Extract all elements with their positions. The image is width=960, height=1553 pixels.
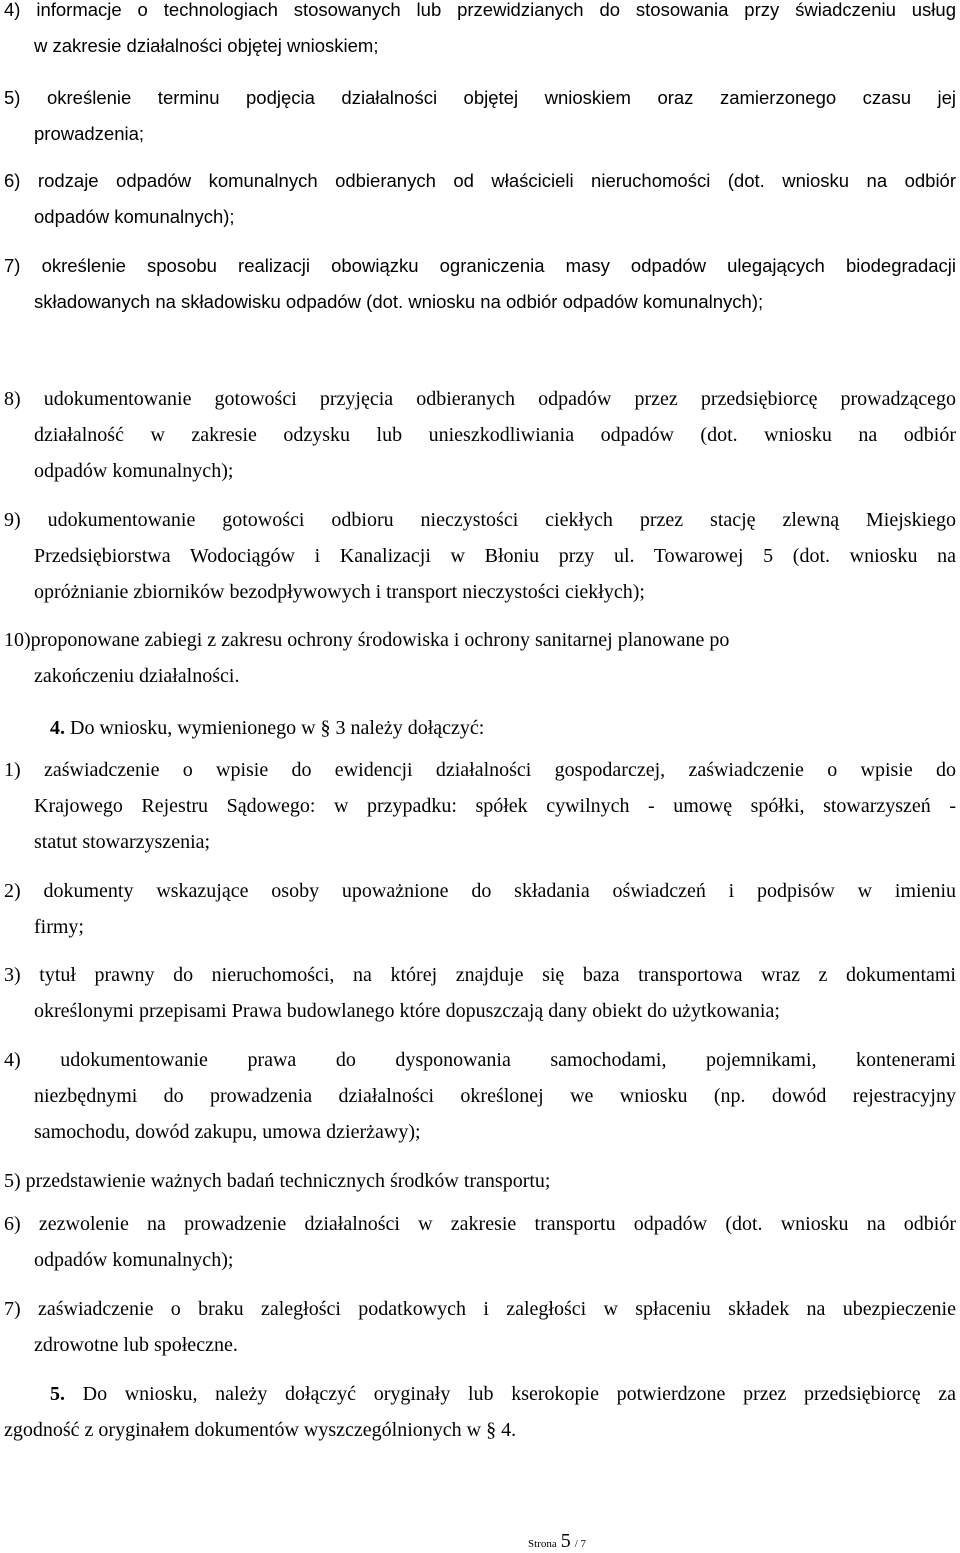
- attachment-item-1: [4, 752, 956, 860]
- item-text: prowadzenia;: [34, 123, 145, 144]
- item-text: dokumenty wskazujące osoby upoważnione do składania oświadczeń i podpisów w imieniu: [43, 880, 957, 902]
- item-text: określonymi przepisami Prawa budowlanego które dopuszczają dany obiekt do użytkowania;: [34, 1000, 780, 1022]
- item-number: 6): [4, 1213, 21, 1235]
- item-number: 2): [4, 880, 21, 902]
- item-number: 4): [4, 0, 21, 20]
- item-text: informacje o technologiach stosowanych lub przewidzianych do stosowania przy świadczeniu usług: [36, 0, 956, 20]
- item-text: proponowane zabiegi z zakresu ochrony środowiska i ochrony sanitarnej planowane po: [30, 629, 730, 651]
- section-number: 5.: [50, 1383, 65, 1405]
- item-text: udokumentowanie prawa do dysponowania samochodami, pojemnikami, kontenerami: [60, 1049, 956, 1071]
- attachment-item-4: [4, 1042, 956, 1150]
- item-text: zaświadczenie o braku zaległości podatkowych i zaległości w spłaceniu składek na ubezpieczenie: [38, 1298, 956, 1320]
- item-text: niezbędnymi do prowadzenia działalności określonej we wniosku (np. dowód rejestracyjny: [34, 1085, 956, 1107]
- page-total: / 7: [574, 1538, 587, 1550]
- item-text: działalność w zakresie odzysku lub unieszkodliwiania odpadów (dot. wniosku na odbiór: [34, 424, 956, 446]
- item-number: 6): [4, 170, 21, 191]
- item-text: zdrowotne lub społeczne.: [34, 1334, 238, 1356]
- attachment-item-3: [4, 957, 956, 1029]
- item-text: odpadów komunalnych);: [34, 1249, 234, 1271]
- item-text: odpadów komunalnych);: [34, 206, 235, 227]
- attachment-item-5: [4, 1163, 956, 1199]
- list-item-10: [4, 622, 956, 694]
- item-text: zezwolenie na prowadzenie działalności w zakresie transportu odpadów (dot. wniosku na odbiór: [38, 1213, 957, 1235]
- item-number: 7): [4, 1298, 21, 1320]
- list-item-5: [4, 80, 956, 152]
- section-text: Do wniosku, wymienionego w § 3 należy dołączyć:: [70, 717, 485, 739]
- item-number: 5): [4, 1170, 21, 1192]
- list-item-4: [4, 0, 956, 64]
- item-text: w zakresie działalności objętej wnioskiem;: [34, 35, 379, 56]
- item-text: samochodu, dowód zakupu, umowa dzierżawy);: [34, 1121, 421, 1143]
- item-text: tytuł prawny do nieruchomości, na której znajduje się baza transportowa wraz z dokumentami: [39, 964, 956, 986]
- page-label: Strona: [528, 1538, 557, 1550]
- item-number: 8): [4, 388, 21, 410]
- item-text: opróżnianie zbiorników bezodpływowych i transport nieczystości ciekłych);: [34, 581, 645, 603]
- attachment-item-7: [4, 1291, 956, 1363]
- section-text: Do wniosku, należy dołączyć oryginały lub kserokopie potwierdzone przez przedsiębiorcę za: [82, 1383, 957, 1405]
- item-text: udokumentowanie gotowości odbioru nieczystości ciekłych przez stację zlewną Miejskiego: [47, 509, 957, 531]
- item-text: określenie sposobu realizacji obowiązku ograniczenia masy odpadów ulegających biodegradacji: [41, 255, 956, 276]
- list-item-6: [4, 163, 956, 235]
- item-text: przedstawienie ważnych badań technicznych środków transportu;: [25, 1170, 551, 1192]
- section-text: zgodność z oryginałem dokumentów wyszczególnionych w § 4.: [4, 1419, 517, 1441]
- item-number: 9): [4, 509, 21, 531]
- item-text: zaświadczenie o wpisie do ewidencji działalności gospodarczej, zaświadczenie o wpisie do: [43, 759, 956, 781]
- item-text: rodzaje odpadów komunalnych odbieranych od właścicieli nieruchomości (dot. wniosku na odbiór: [37, 170, 957, 191]
- item-text: Przedsiębiorstwa Wodociągów i Kanalizacji w Błoniu przy ul. Towarowej 5 (dot. wniosku na: [34, 545, 956, 567]
- item-text: statut stowarzyszenia;: [34, 831, 211, 853]
- item-number: 7): [4, 255, 21, 276]
- item-number: 4): [4, 1049, 21, 1071]
- item-number: 1): [4, 759, 21, 781]
- list-item-9: [4, 502, 956, 610]
- attachment-item-2: [4, 873, 956, 945]
- item-text: odpadów komunalnych);: [34, 460, 234, 482]
- list-item-7: [4, 248, 956, 320]
- list-item-8: [4, 381, 956, 489]
- item-number: 3): [4, 964, 21, 986]
- page-current: 5: [560, 1530, 571, 1552]
- item-text: Krajowego Rejestru Sądowego: w przypadku: spółek cywilnych - umowę spółki, stowarzyszeń -: [34, 795, 956, 817]
- item-text: udokumentowanie gotowości przyjęcia odbieranych odpadów przez przedsiębiorcę prowadzącego: [43, 388, 957, 410]
- section-4-heading: [4, 710, 956, 746]
- item-number: 10): [4, 629, 31, 651]
- item-number: 5): [4, 87, 21, 108]
- attachment-item-6: [4, 1206, 956, 1278]
- item-text: zakończeniu działalności.: [34, 665, 240, 687]
- item-text: składowanych na składowisku odpadów (dot. wniosku na odbiór odpadów komunalnych);: [34, 291, 764, 312]
- item-text: określenie terminu podjęcia działalności objętej wnioskiem oraz zamierzonego czasu jej: [46, 87, 956, 108]
- section-5-paragraph: [4, 1376, 956, 1448]
- section-number: 4.: [50, 717, 65, 739]
- item-text: firmy;: [34, 916, 84, 938]
